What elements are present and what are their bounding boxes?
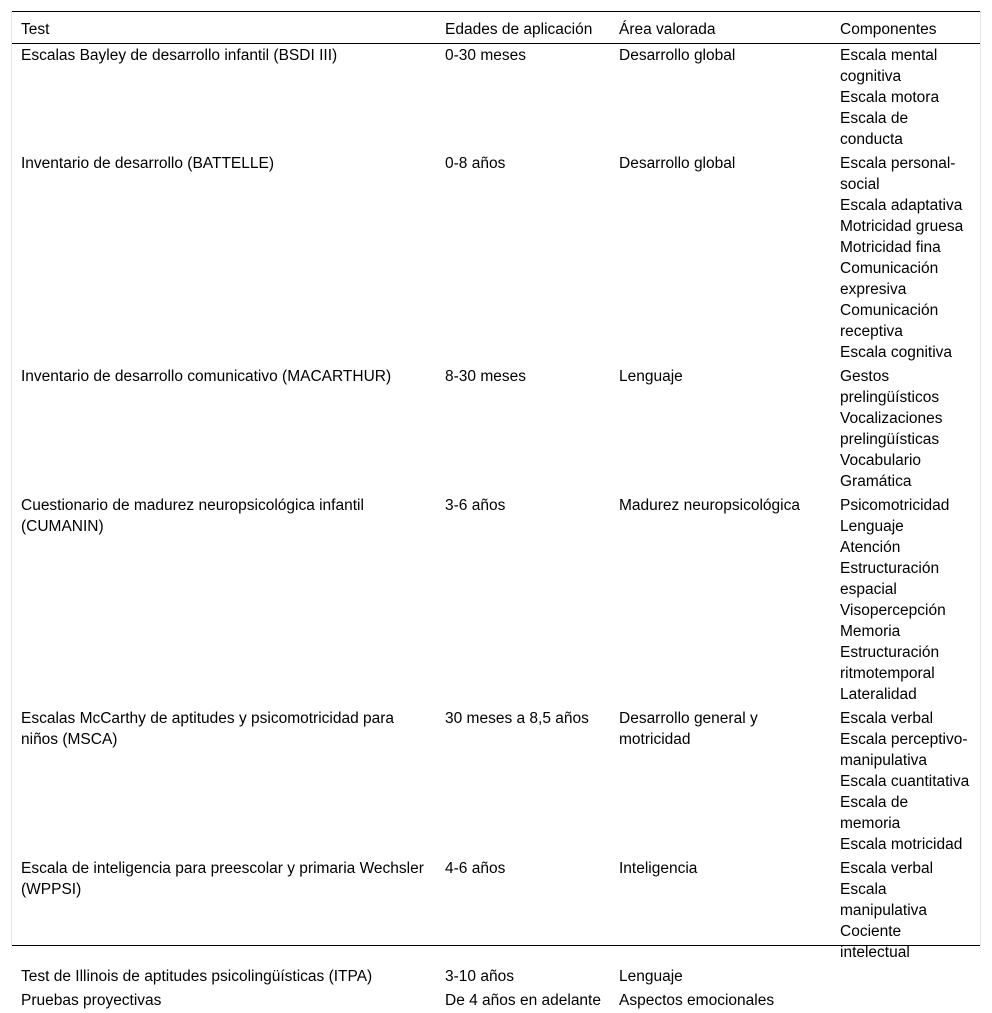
table-row [12,857,980,965]
table-bottom-rule [12,945,980,946]
cell-area: Lenguaje [610,965,831,989]
cell-age: 3-6 años [436,494,610,707]
cell-components [831,152,980,365]
assessment-table-container [11,11,981,946]
cell-test: Pruebas proyectivas [12,989,436,1013]
cell-area: Lenguaje [610,365,831,494]
component-item: Memoria [840,621,972,642]
component-item: Escala motricidad [840,834,972,855]
component-item: Visopercepción [840,600,972,621]
component-item: Escala personal-social [840,153,972,195]
component-item: Estructuración ritmotemporal [840,642,972,684]
table-row [12,989,980,1013]
assessment-table [12,11,980,1013]
cell-test: Escalas McCarthy de aptitudes y psicomotricidad para niños (MSCA) [12,707,436,857]
component-item: Gestos prelingüísticos [840,366,972,408]
cell-area: Madurez neuropsicológica [610,494,831,707]
component-item: Motricidad gruesa [840,216,972,237]
component-item: Vocabulario [840,450,972,471]
cell-age: 30 meses a 8,5 años [436,707,610,857]
component-item: Escala de memoria [840,792,972,834]
component-item: Comunicación expresiva [840,258,972,300]
table-row [12,152,980,365]
cell-test: Cuestionario de madurez neuropsicológica infantil (CUMANIN) [12,494,436,707]
component-item: Gramática [840,471,972,492]
component-item: Escala cognitiva [840,342,972,363]
cell-components [831,857,980,965]
header-area: Área valorada [610,12,831,44]
cell-age: 3-10 años [436,965,610,989]
component-item: Escala verbal [840,858,972,879]
cell-area: Desarrollo global [610,152,831,365]
cell-area: Desarrollo general y motricidad [610,707,831,857]
cell-components [831,965,980,989]
cell-area: Aspectos emocionales [610,989,831,1013]
cell-components [831,365,980,494]
component-item: Lateralidad [840,684,972,705]
header-age: Edades de aplicación [436,12,610,44]
component-item: Estructuración espacial [840,558,972,600]
cell-test: Inventario de desarrollo (BATTELLE) [12,152,436,365]
component-item: Psicomotricidad [840,495,972,516]
table-row [12,44,980,153]
cell-components [831,707,980,857]
header-components: Componentes [831,12,980,44]
cell-age: 8-30 meses [436,365,610,494]
component-item: Vocalizaciones prelingüísticas [840,408,972,450]
cell-age: 4-6 años [436,857,610,965]
cell-age: 0-8 años [436,152,610,365]
component-item: Escala manipulativa [840,879,972,921]
component-item: Escala cuantitativa [840,771,972,792]
table-row [12,965,980,989]
table-header-row [12,12,980,44]
component-item: Escala de conducta [840,108,972,150]
table-row [12,365,980,494]
cell-test: Escala de inteligencia para preescolar y primaria Wechsler (WPPSI) [12,857,436,965]
component-item: Atención [840,537,972,558]
cell-components [831,989,980,1013]
header-test: Test [12,12,436,44]
cell-test: Inventario de desarrollo comunicativo (MACARTHUR) [12,365,436,494]
component-item: Escala verbal [840,708,972,729]
cell-age: 0-30 meses [436,44,610,153]
component-item: Comunicación receptiva [840,300,972,342]
table-row [12,494,980,707]
cell-components [831,44,980,153]
cell-components [831,494,980,707]
cell-area: Desarrollo global [610,44,831,153]
component-item: Escala mental cognitiva [840,45,972,87]
component-item: Escala perceptivo-manipulativa [840,729,972,771]
cell-test: Test de Illinois de aptitudes psicolingüísticas (ITPA) [12,965,436,989]
component-item: Cociente intelectual [840,921,972,963]
cell-age: De 4 años en adelante [436,989,610,1013]
table-row [12,707,980,857]
component-item: Escala adaptativa [840,195,972,216]
cell-area: Inteligencia [610,857,831,965]
component-item: Escala motora [840,87,972,108]
cell-test: Escalas Bayley de desarrollo infantil (BSDI III) [12,44,436,153]
table-body [12,44,980,1013]
component-item: Lenguaje [840,516,972,537]
component-item: Motricidad fina [840,237,972,258]
